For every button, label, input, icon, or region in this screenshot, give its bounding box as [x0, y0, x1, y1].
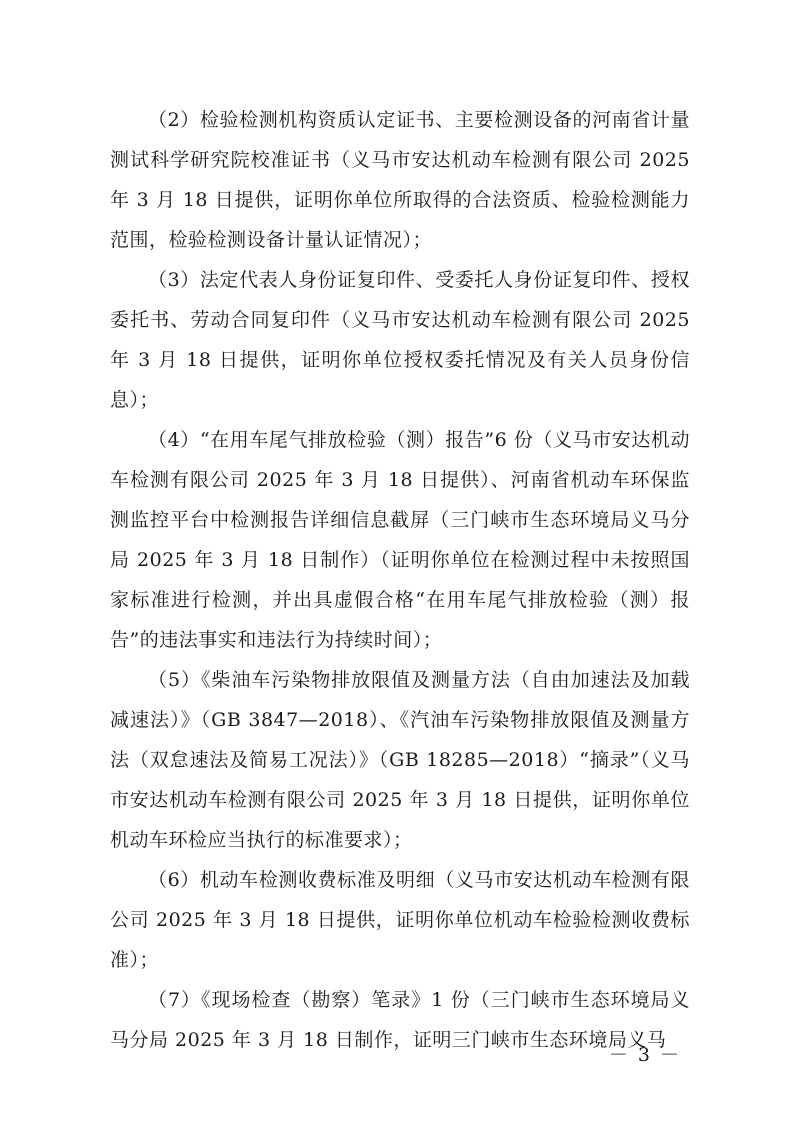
page-number: － 3 －	[608, 1044, 681, 1066]
document-body	[110, 100, 690, 1060]
paragraph-item-4: （4）“在用车尾气排放检验（测）报告”6 份（义马市安达机动车检测有限公司 2025 年 3 月 18 日提供）、河南省机动车环保监测监控平台中检测报告详细信息截屏（三门峡市生态环境局义马分局 2025 年 3 月 18 日制作）（证明你单位在检测过程中未按照国家标准进行检测，并出具虚假合格“在用车尾气排放检验（测）报告”的违法事实和违法行为持续时间）；	[110, 429, 690, 651]
paragraph-item-2: （2）检验检测机构资质认定证书、主要检测设备的河南省计量测试科学研究院校准证书（义马市安达机动车检测有限公司 2025 年 3 月 18 日提供，证明你单位所取得的合法资质、检验检测能力范围，检验检测设备计量认证情况）；	[110, 109, 690, 251]
paragraph-item-7: （7）《现场检查（勘察）笔录》1 份（三门峡市生态环境局义马分局 2025 年 3 月 18 日制作，证明三门峡市生态环境局义马	[110, 989, 690, 1051]
paragraph-item-3: （3）法定代表人身份证复印件、受委托人身份证复印件、授权委托书、劳动合同复印件（义马市安达机动车检测有限公司 2025 年 3 月 18 日提供，证明你单位授权委托情况及有关人员身份信息）；	[110, 269, 690, 411]
paragraph-item-6: （6）机动车检测收费标准及明细（义马市安达机动车检测有限公司 2025 年 3 月 18 日提供，证明你单位机动车检验检测收费标准）；	[110, 869, 690, 971]
paragraph-item-5: （5）《柴油车污染物排放限值及测量方法（自由加速法及加载减速法）》（GB 3847—2018）、《汽油车污染物排放限值及测量方法（双怠速法及简易工况法）》（GB 18285—2018）“摘录”（义马市安达机动车检测有限公司 2025 年 3 月 18 日提供，证明你单位机动车环检应当执行的标准要求）；	[110, 669, 690, 851]
